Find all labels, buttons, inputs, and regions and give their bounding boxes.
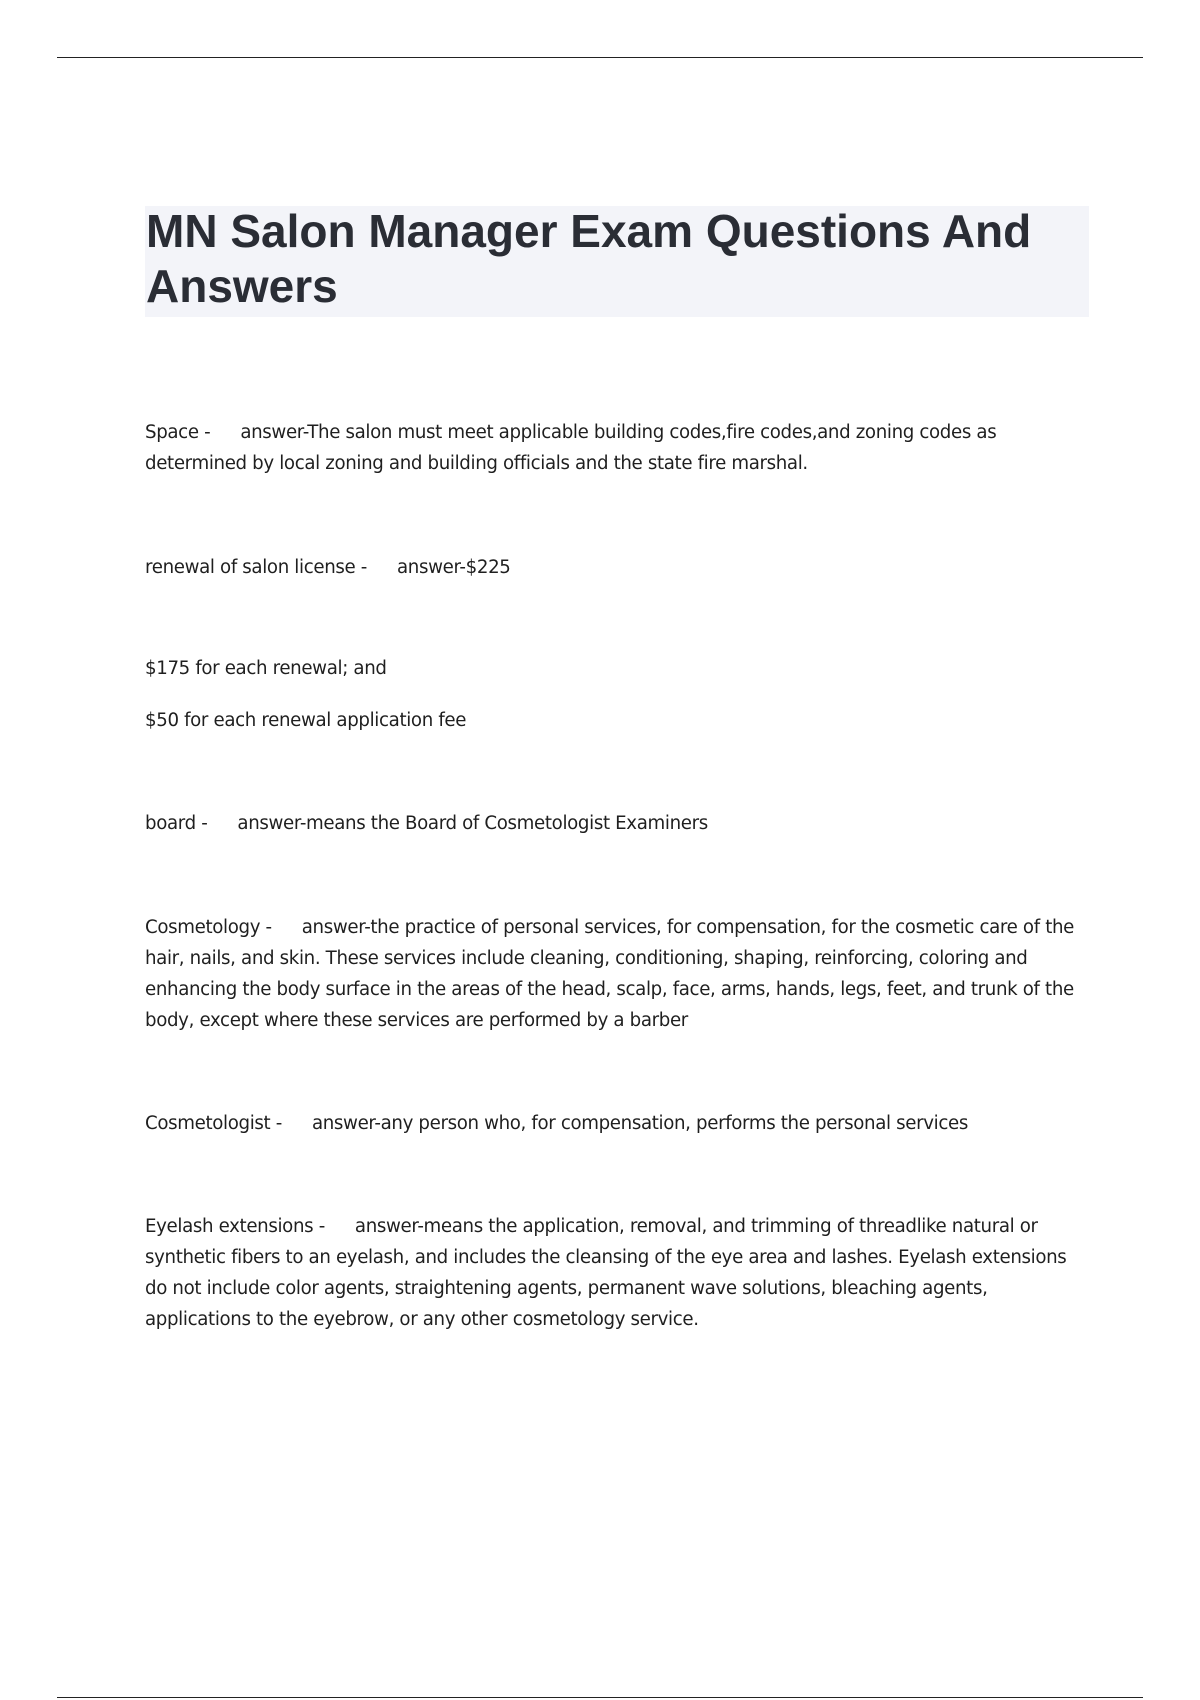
qa-answer: answer-The salon must meet applicable building codes,fire codes,and zoning codes as determined by local zoning and building officials and the state fire marshal. [145, 422, 997, 474]
qa-item-renewal-of-salon-license [145, 552, 1090, 583]
qa-term: board - [145, 813, 208, 834]
qa-term: renewal of salon license - [145, 557, 367, 578]
qa-answer: answer-any person who, for compensation, performs the personal services [311, 1113, 968, 1134]
qa-term: Space - [145, 422, 211, 443]
qa-answer: answer-means the Board of Cosmetologist Examiners [237, 813, 708, 834]
qa-item-space [145, 417, 1090, 479]
renewal-fee-note: $175 for each renewal; and [145, 658, 387, 679]
qa-answer: answer-$225 [397, 557, 511, 578]
qa-term: Cosmetology - [145, 917, 272, 938]
qa-answer: answer-means the application, removal, and trimming of threadlike natural or synthetic fibers to an eyelash, and includes the cleansing of the eye area and lashes. Eyelash extensions do not include color agents, straightening agents, permanent wave solutions, bleaching agents, applications to the eyebrow, or any other cosmetology service. [145, 1216, 1067, 1330]
top-rule [57, 57, 1143, 58]
application-fee-note: $50 for each renewal application fee [145, 710, 467, 731]
document-title: MN Salon Manager Exam Questions And Answers [146, 205, 1032, 312]
bottom-rule [57, 1697, 1143, 1698]
qa-item-board [145, 808, 1090, 839]
qa-item-cosmetology [145, 912, 1090, 1036]
qa-answer: answer-the practice of personal services, for compensation, for the cosmetic care of the hair, nails, and skin. These services include cleaning, conditioning, shaping, reinforcing, coloring and enhancing the body surface in the areas of the head, scalp, face, arms, hands, legs, feet, and trunk of the body, except where these services are performed by a barber [145, 917, 1074, 1031]
qa-term: Eyelash extensions - [145, 1216, 325, 1237]
qa-item-cosmetologist [145, 1108, 1090, 1139]
qa-item-eyelash-extensions [145, 1211, 1090, 1335]
qa-term: Cosmetologist - [145, 1113, 282, 1134]
